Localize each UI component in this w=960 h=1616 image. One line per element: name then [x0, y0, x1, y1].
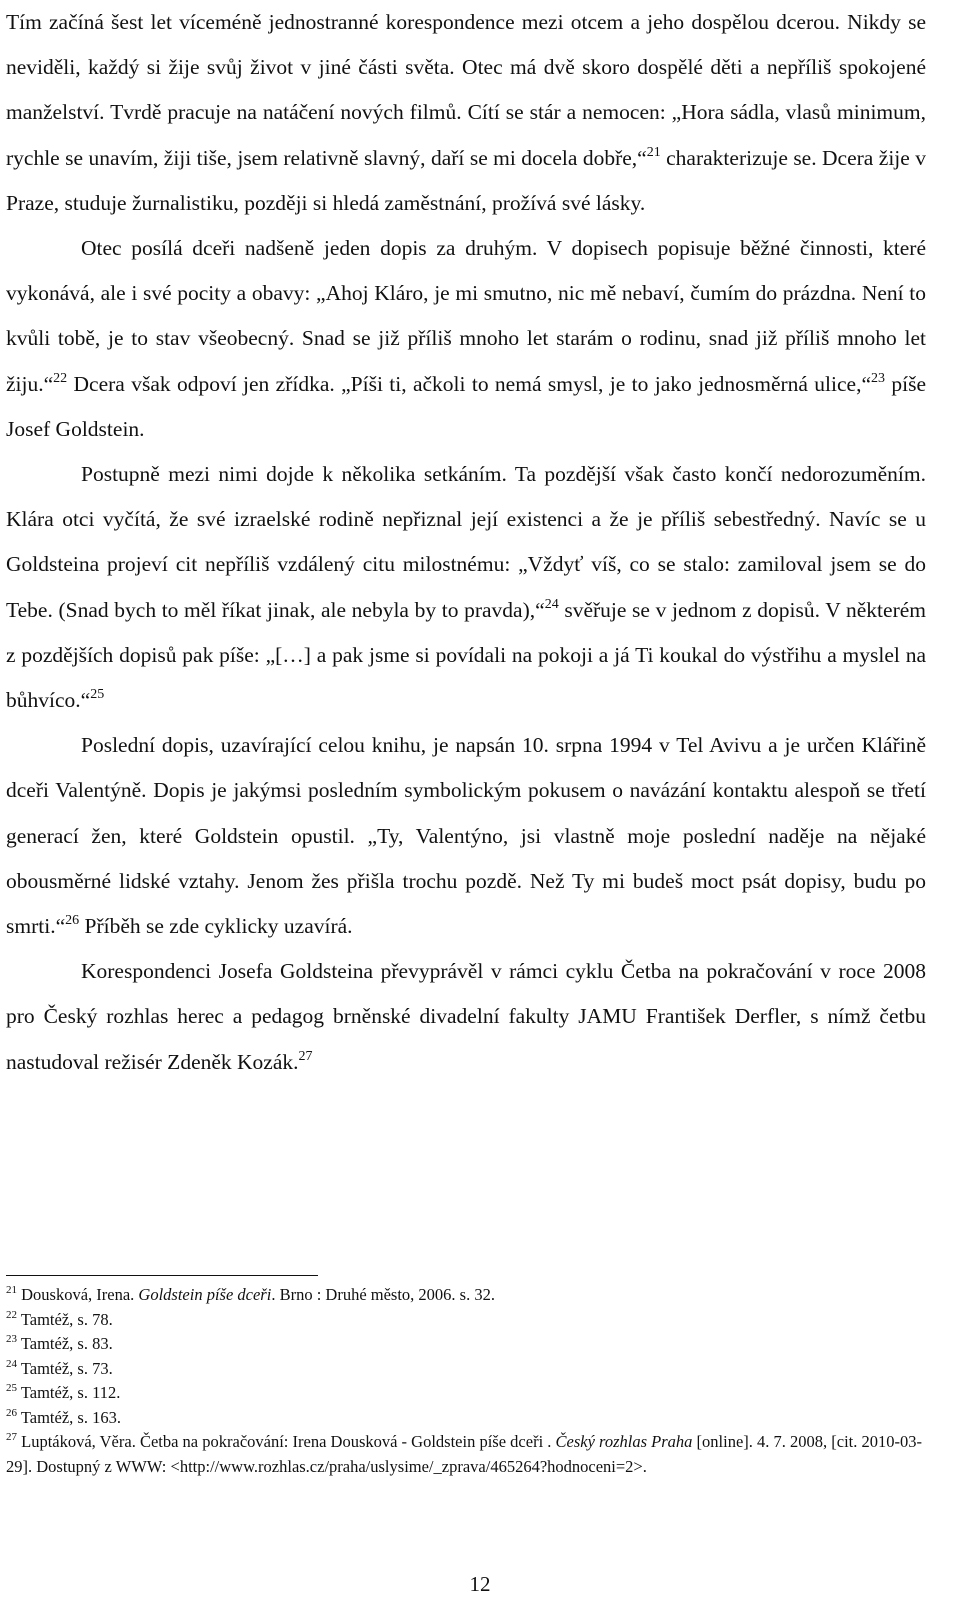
- text-run: píše Josef Goldstein.: [6, 371, 926, 441]
- paragraph: [6, 723, 926, 949]
- footnote-number: 23: [6, 1333, 17, 1345]
- text-run: Tím začíná šest let víceméně jednostranné korespondence mezi otcem a jeho dospělou dcerou. Nikdy se neviděli, každý si žije svůj život v jiné části světa. Otec má dvě skoro dospělé děti a nepříliš spokojené manželství. Tvrdě pracuje na natáčení nových filmů. Cítí se stár a nemocen: „Hora sádla, vlasů minimum, rychle se unavím, žiji tiše, jsem relativně slavný, daří se mi docela dobře,“: [6, 10, 926, 170]
- text-run: Dousková, Irena.: [17, 1285, 139, 1304]
- paragraph: [6, 949, 926, 1085]
- text-run: Luptáková, Věra. Četba na pokračování: Irena Dousková - Goldstein píše dceři .: [17, 1432, 556, 1451]
- body-text: [6, 0, 926, 1085]
- text-run: [online]. 4. 7. 2008, [cit. 2010-03-29]. Dostupný z WWW: <http://www.rozhlas.cz/praha/uslysime/_zprava/465264?hodnoceni=2>.: [6, 1432, 923, 1476]
- footnote-number: 21: [6, 1284, 17, 1296]
- text-run: . Brno : Druhé město, 2006. s. 32.: [271, 1285, 495, 1304]
- footnote: [6, 1357, 926, 1382]
- footnotes: [6, 1283, 926, 1479]
- footnote-number: 26: [6, 1406, 17, 1419]
- footnote-reference: 25: [90, 687, 105, 703]
- footnote-number: 25: [6, 1382, 17, 1394]
- text-run: svěřuje se v jednom z dopisů. V některém z pozdějších dopisů pak píše: „[…] a pak jsme si povídali na pokoji a já Ti koukal do výstřihu a myslel na bůhvíco.“: [6, 597, 927, 713]
- text-run: charakterizuje se. Dcera žije v Praze, studuje žurnalistiku, později si hledá zaměstnání, prožívá své lásky.: [6, 145, 926, 215]
- text-run: Tamtéž, s. 83.: [17, 1334, 113, 1353]
- text-run: Příběh se zde cyklicky uzavírá.: [79, 914, 353, 939]
- text-run: Dcera však odpoví jen zřídka. „Píši ti, ačkoli to nemá smysl, je to jako jednosměrná ulice,“: [67, 371, 871, 396]
- footnote-number: 27: [6, 1431, 17, 1443]
- footnote-separator: [6, 1275, 318, 1276]
- paragraph: [6, 226, 926, 452]
- text-run: Tamtéž, s. 163.: [17, 1407, 121, 1427]
- text-run: Poslední dopis, uzavírající celou knihu, je napsán 10. srpna 1994 v Tel Avivu a je určen Klářině dceři Valentýně. Dopis je jakýmsi posledním symbolickým pokusem o navázání kontaktu alespoň se třetí generací žen, které Goldstein opustil. „Ty, Valentýno, jsi vlastně moje poslední naděje na nějaké obousměrné lidské vztahy. Jenom žes přišla trochu pozdě. Než Ty mi budeš moct psát dopisy, budu po smrti.“: [6, 733, 926, 939]
- footnote: [6, 1406, 926, 1431]
- footnote-reference: 26: [65, 913, 80, 929]
- text-run: Otec posílá dceři nadšeně jeden dopis za druhým. V dopisech popisuje běžné činnosti, které vykonává, ale i své pocity a obavy: „Ahoj Kláro, je mi smutno, nic mě nebaví, čumím do prázdna. Není to kvůli tobě, je to stav všeobecný. Snad se již příliš mnoho let starám o rodinu, snad již příliš mnoho let žiju.“: [6, 236, 926, 396]
- document-page: [6, 0, 927, 1476]
- footnote-reference: 27: [298, 1048, 313, 1064]
- footnote-number: 24: [6, 1357, 17, 1370]
- footnote-reference: 21: [646, 144, 661, 160]
- footnote: [6, 1381, 926, 1406]
- footnote: [6, 1308, 926, 1333]
- text-run: Tamtéž, s. 112.: [17, 1383, 121, 1402]
- footnote: [6, 1430, 926, 1479]
- text-run: Tamtéž, s. 73.: [17, 1358, 113, 1378]
- paragraph: [6, 0, 926, 226]
- footnote: [6, 1332, 926, 1357]
- page-number: 12: [469, 1572, 491, 1596]
- footnote-reference: 23: [871, 370, 885, 386]
- footnote-number: 22: [6, 1308, 17, 1321]
- footnote: [6, 1283, 926, 1308]
- text-run: Tamtéž, s. 78.: [17, 1309, 113, 1329]
- footnote-reference: 24: [544, 596, 559, 612]
- text-run: Postupně mezi nimi dojde k několika setkáním. Ta pozdější však často končí nedorozuměním. Klára otci vyčítá, že své izraelské rodině nepřiznal její existenci a že je příliš sebestředný. Navíc se u Goldsteina projeví cit nepříliš vzdálený citu milostnému: „Vždyť víš, co se stalo: zamiloval jsem se do Tebe. (Snad bych to měl říkat jinak, ale nebyla by to pravda),“: [6, 462, 926, 622]
- text-run: Korespondenci Josefa Goldsteina převyprávěl v rámci cyklu Četba na pokračování v roce 2008 pro Český rozhlas herec a pedagog brněnské divadelní fakulty JAMU František Derfler, s nímž četbu nastudoval režisér Zdeněk Kozák.: [6, 959, 926, 1074]
- italic-text: Goldstein píše dceři: [138, 1285, 272, 1304]
- paragraph: [6, 452, 926, 723]
- italic-text: Český rozhlas Praha: [555, 1432, 693, 1451]
- footnote-reference: 22: [53, 370, 68, 386]
